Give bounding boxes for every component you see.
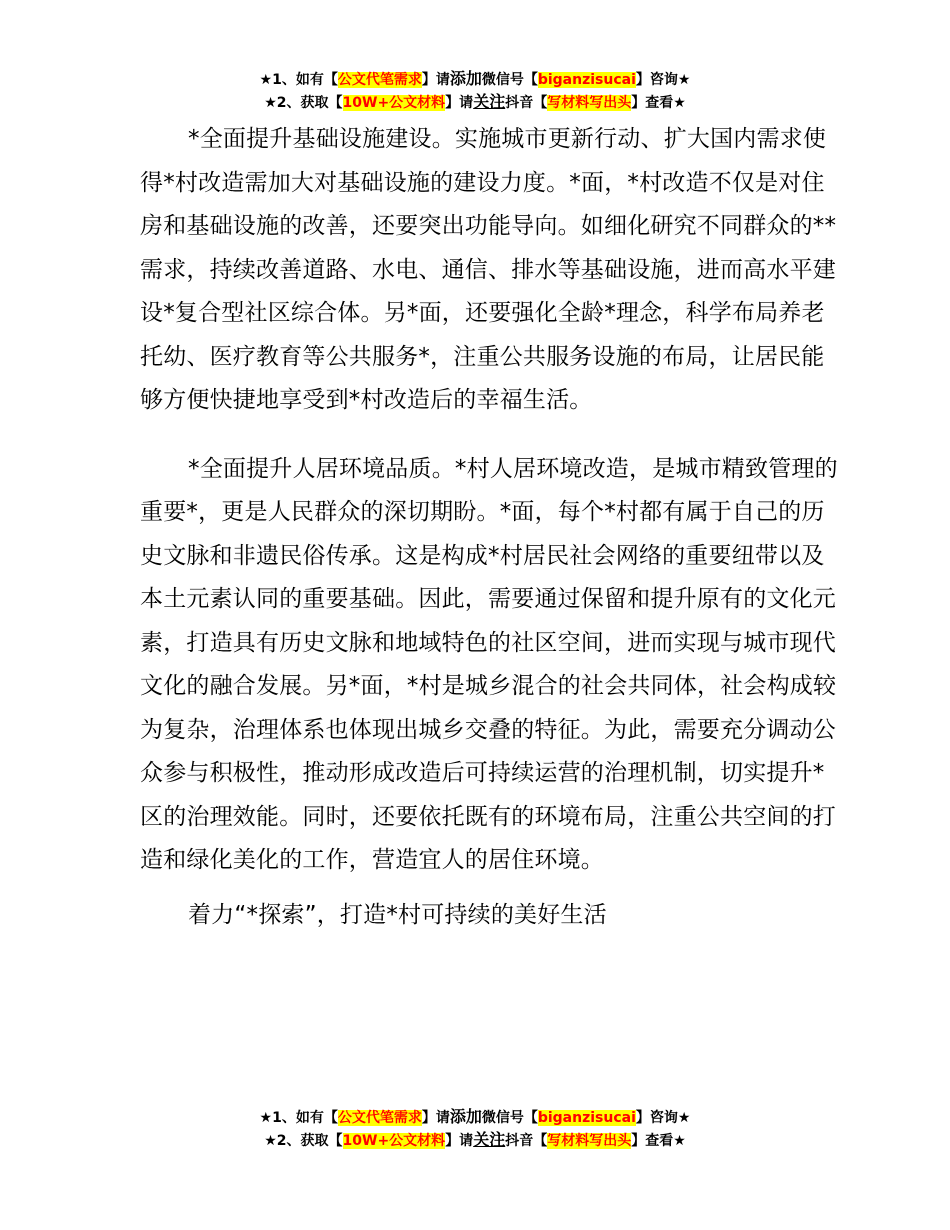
header-banner: [0, 68, 950, 114]
banner-emphasis: 添加: [449, 69, 482, 88]
section-heading: 着力“*探索”，打造*村可持续的美好生活: [188, 901, 607, 928]
banner-text: 微信号【: [481, 1110, 538, 1126]
banner-text: 微信号【: [481, 72, 538, 88]
wechat-id-highlight: biganzisucai: [537, 72, 636, 88]
banner-line-2: [0, 91, 950, 114]
banner-text: 】请: [445, 95, 474, 111]
wechat-id-highlight: biganzisucai: [537, 1110, 636, 1126]
banner-highlight: 10W+公文材料: [342, 95, 446, 111]
banner-text: ★2、获取【: [264, 95, 343, 111]
banner-line-1: [0, 1106, 950, 1129]
document-body: [140, 118, 840, 937]
banner-text: 】查看★: [631, 95, 686, 111]
paragraph: *全面提升人居环境品质。*村人居环境改造，是城市精致管理的重要*，更是人民群众的深切期盼。*面，每个*村都有属于自己的历史文脉和非遗民俗传承。这是构成*村居民社会网络的重要纽带以及本土元素认同的重要基础。因此，需要通过保留和提升原有的文化元素，打造具有历史文脉和地域特色的社区空间，进而实现与城市现代文化的融合发展。另*面，*村是城乡混合的社会共同体，社会构成较为复杂，治理体系也体现出城乡交叠的特征。为此，需要充分调动公众参与积极性，推动形成改造后可持续运营的治理机制，切实提升*区的治理效能。同时，还要依托既有的环境布局，注重公共空间的打造和绿化美化的工作，营造宜人的居住环境。: [140, 455, 838, 873]
banner-text: 】请: [445, 1133, 474, 1149]
paragraph: *全面提升基础设施建设。实施城市更新行动、扩大国内需求使得*村改造需加大对基础设施的建设力度。*面，*村改造不仅是对住房和基础设施的改善，还要突出功能导向。如细化研究不同群众的**需求，持续改善道路、水电、通信、排水等基础设施，进而高水平建设*复合型社区综合体。另*面，还要强化全龄*理念，科学布局养老托幼、医疗教育等公共服务*，注重公共服务设施的布局，让居民能够方便快捷地享受到*村改造后的幸福生活。: [140, 126, 837, 413]
banner-emphasis: 关注: [473, 92, 506, 111]
banner-text: 】咨询★: [635, 72, 691, 88]
douyin-account-highlight: 写材料写出头: [547, 95, 632, 111]
banner-text: 】请: [421, 1110, 450, 1126]
banner-text: 抖音【: [505, 1133, 548, 1149]
banner-text: ★1、如有【: [259, 72, 338, 88]
banner-highlight: 公文代笔需求: [337, 72, 422, 88]
banner-text: 抖音【: [505, 95, 548, 111]
banner-emphasis: 关注: [473, 1130, 506, 1149]
banner-text: 】查看★: [631, 1133, 686, 1149]
banner-line-2: [0, 1129, 950, 1152]
banner-emphasis: 添加: [449, 1107, 482, 1126]
banner-highlight: 公文代笔需求: [337, 1110, 422, 1126]
douyin-account-highlight: 写材料写出头: [547, 1133, 632, 1149]
banner-text: 】咨询★: [635, 1110, 691, 1126]
banner-text: ★2、获取【: [264, 1133, 343, 1149]
footer-banner: [0, 1106, 950, 1152]
banner-text: 】请: [421, 72, 450, 88]
banner-line-1: [0, 68, 950, 91]
banner-text: ★1、如有【: [259, 1110, 338, 1126]
banner-highlight: 10W+公文材料: [342, 1133, 446, 1149]
